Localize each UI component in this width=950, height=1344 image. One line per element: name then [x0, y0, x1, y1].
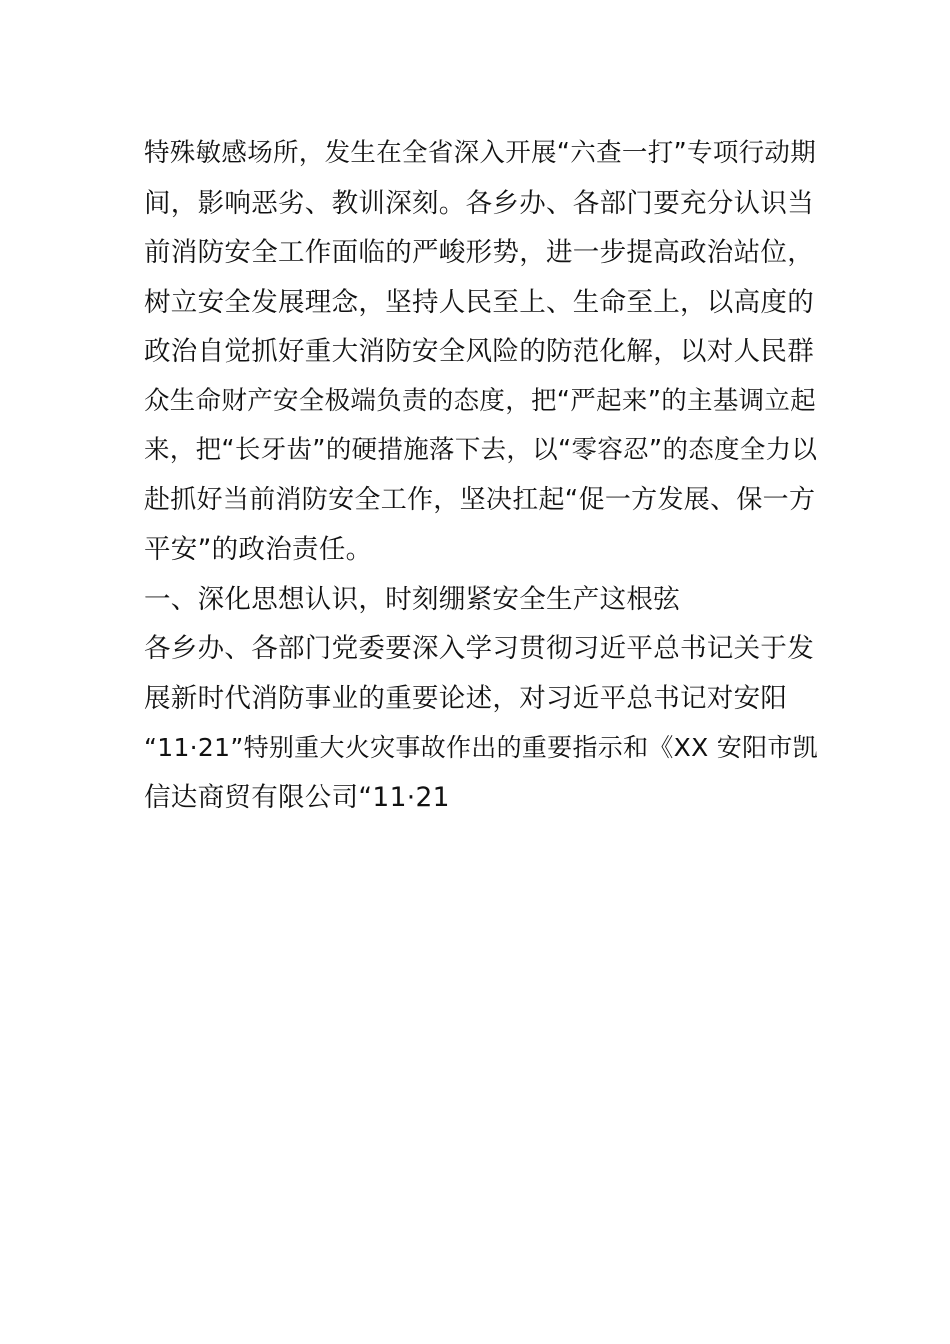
paragraph-line: 展新时代消防事业的重要论述，对习近平总书记对安阳: [144, 682, 788, 714]
paragraph-line: 来，把“长牙齿”的硬措施落下去，以“零容忍”的态度全力以: [144, 435, 818, 465]
paragraph-line: 赴抓好当前消防安全工作，坚决扛起“促一方发展、保一方: [144, 484, 816, 515]
paragraph-line: 各乡办、各部门党委要深入学习贯彻习近平总书记关于发: [144, 633, 814, 664]
paragraph-line: 前消防安全工作面临的严峻形势，进一步提高政治站位，: [144, 237, 814, 268]
paragraph-line: 树立安全发展理念，坚持人民至上、生命至上，以高度的: [144, 286, 814, 318]
document-body: [144, 129, 824, 822]
paragraph-line: 平安”的政治责任。: [144, 534, 373, 565]
paragraph-line: “11·21”特别重大火灾事故作出的重要指示和《XX 安阳市凯: [144, 733, 818, 762]
paragraph-line: 众生命财产安全极端负责的态度，把“严起来”的主基调立起: [144, 385, 817, 416]
paragraph-line: 间，影响恶劣、教训深刻。各乡办、各部门要充分认识当: [144, 187, 814, 219]
paragraph-line: 信达商贸有限公司“11·21: [144, 781, 450, 813]
paragraph-line: 特殊敏感场所，发生在全省深入开展“六查一打”专项行动期: [144, 138, 817, 168]
paragraph-line: 政治自觉抓好重大消防安全风险的防范化解，以对人民群: [144, 336, 814, 367]
section-heading: 一、深化思想认识，时刻绷紧安全生产这根弦: [144, 583, 680, 615]
